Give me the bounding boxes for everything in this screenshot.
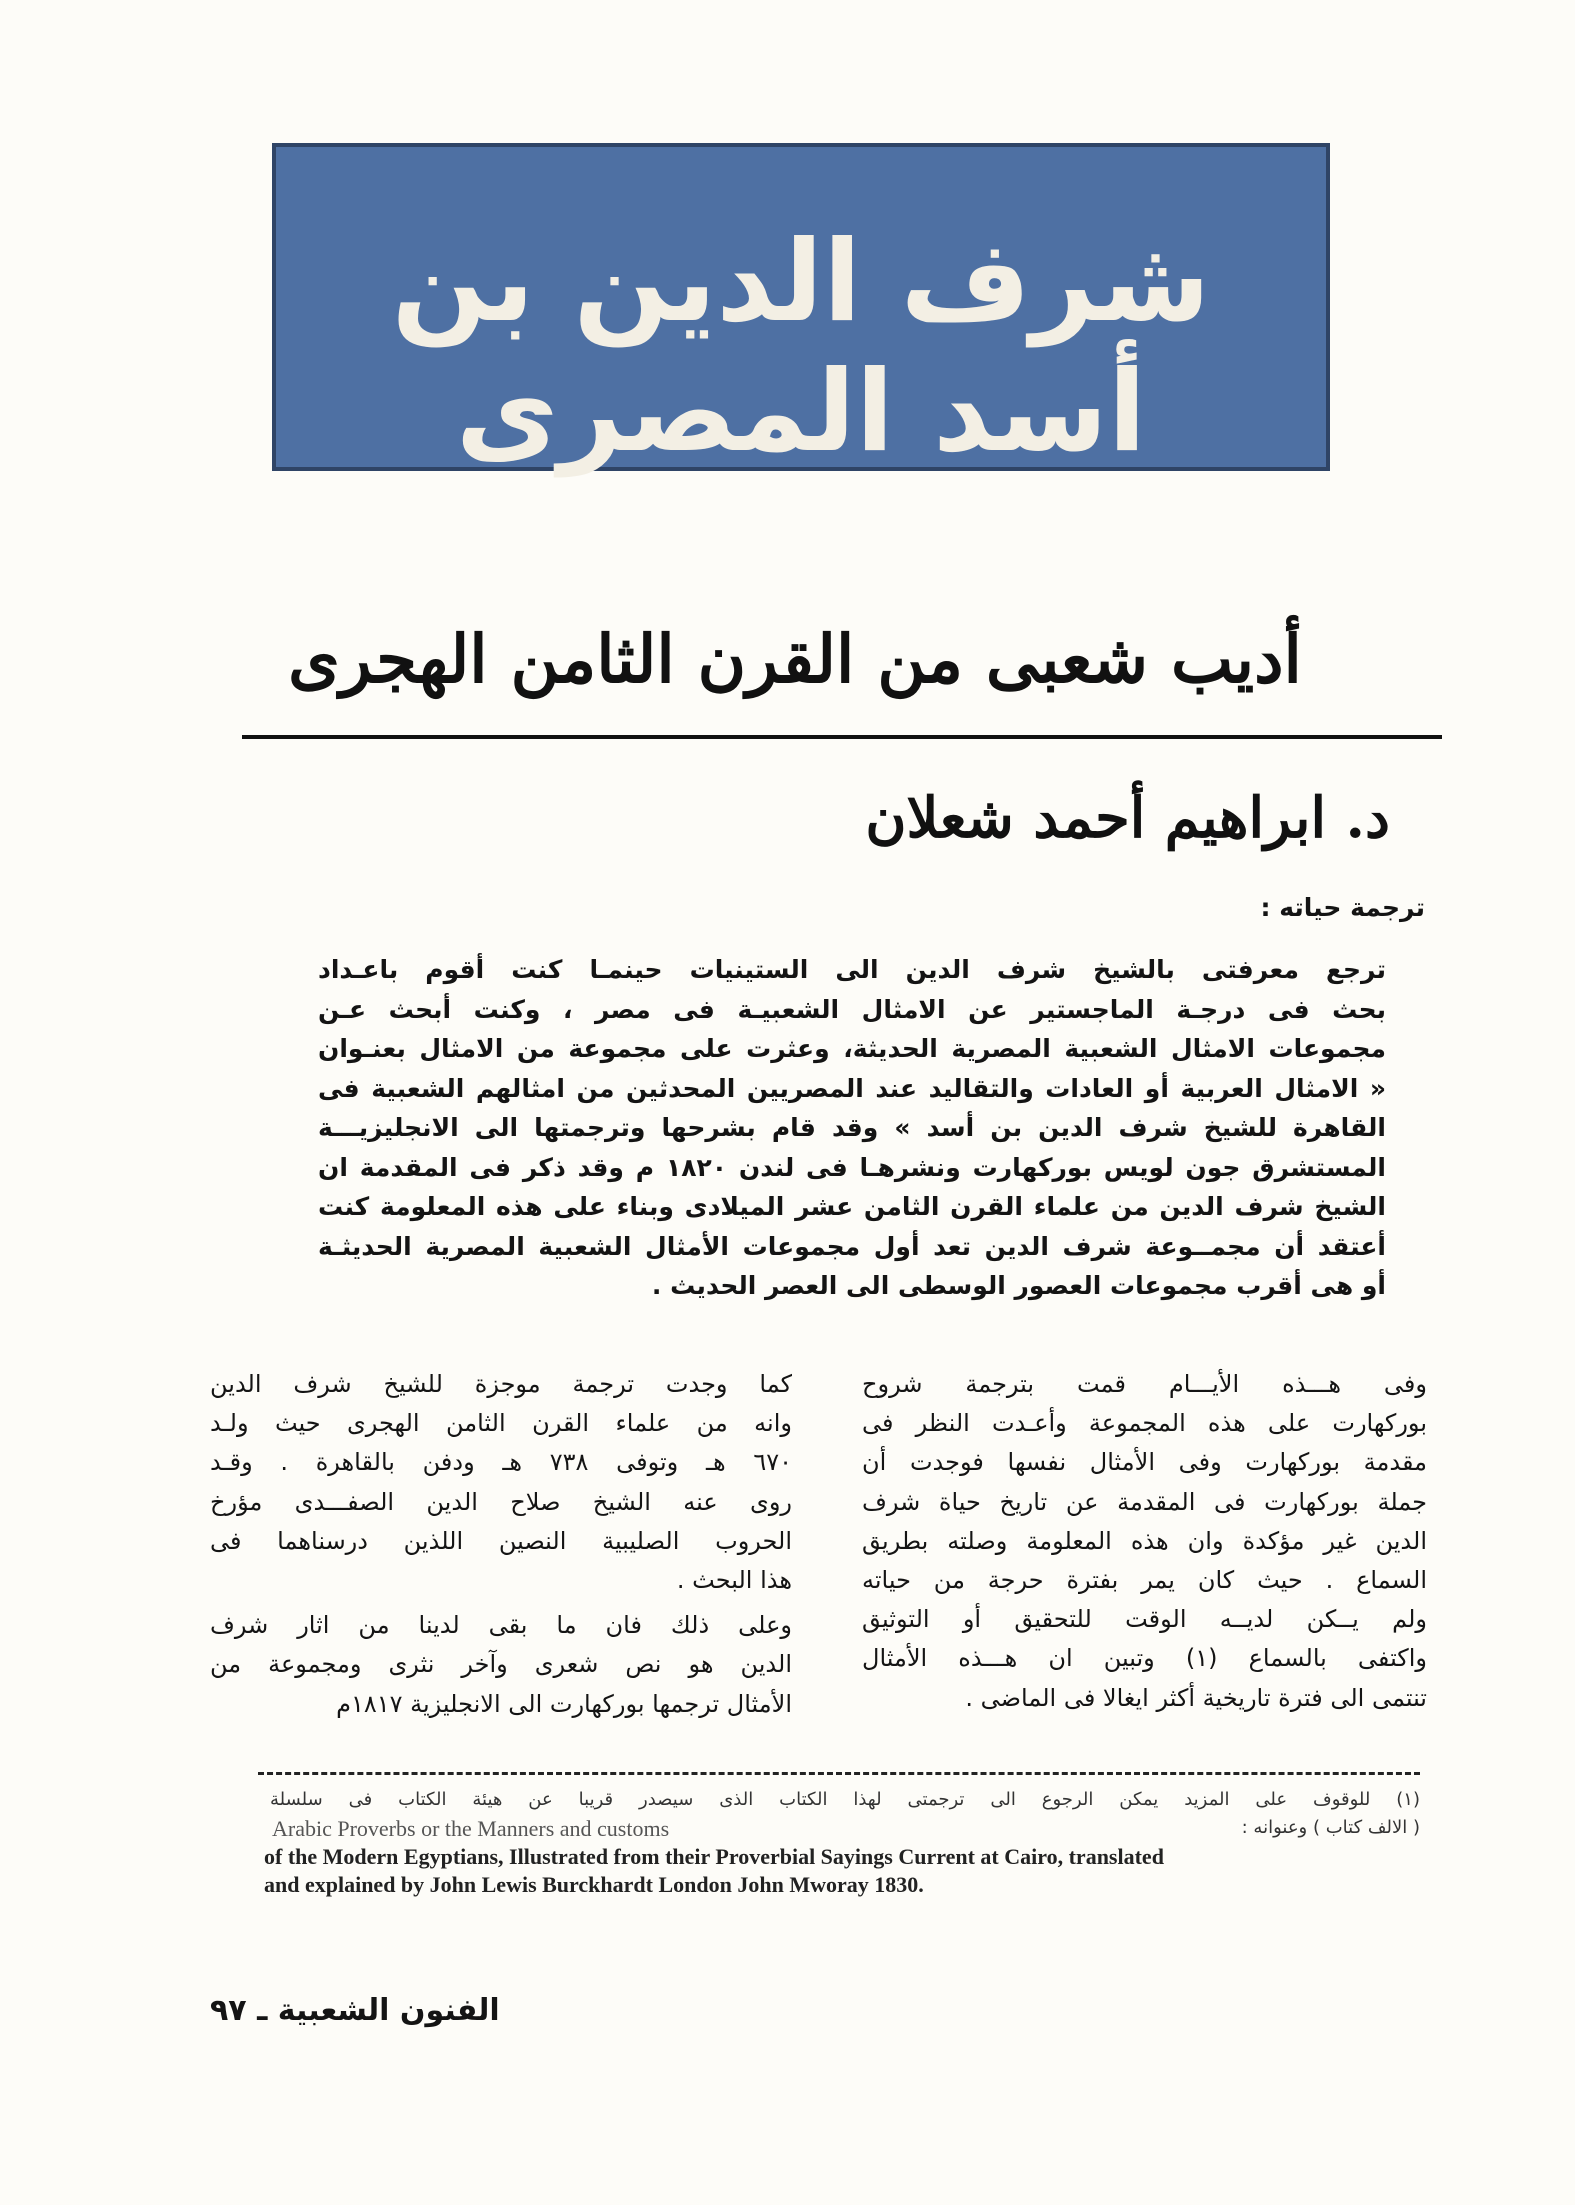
right-column-line: واكتفى بالسماع (١) وتبين ان هـــذه الأمثال	[862, 1644, 1427, 1673]
right-column-line: ولم يــكن لديــه الوقت للتحقيق أو التوثيق	[862, 1605, 1427, 1634]
left-column-line: الدين هو نص شعرى وآخر نثرى ومجموعة من	[210, 1650, 792, 1679]
footnote-divider	[258, 1772, 1420, 1775]
intro-line: ترجع معرفتى بالشيخ شرف الدين الى الستينيات حينمـا كنت أقوم باعـداد	[318, 955, 1386, 984]
footnote-arabic-line: ( الالف كتاب ) وعنوانه :	[1241, 1817, 1420, 1838]
left-column	[210, 1365, 792, 1724]
right-column-line: الدين غير مؤكدة وان هذه المعلومة وصلته بطريق	[862, 1526, 1427, 1555]
left-column-line: الأمثال ترجمها بوركهارت الى الانجليزية ١٨١٧م	[336, 1689, 792, 1718]
left-column-line: ٦٧٠ هـ وتوفى ٧٣٨ هـ ودفن بالقاهرة . وقـد	[210, 1448, 792, 1477]
intro-line: الشيخ شرف الدين من علماء القرن الثامن عشر الميلادى وبناء على هذه المعلومة كنت	[318, 1192, 1386, 1221]
left-column-line: وعلى ذلك فان ما بقى لدينا من اثار شرف	[210, 1611, 792, 1640]
section-heading: ترجمة حياته :	[1260, 893, 1425, 922]
right-column-line: وفى هـــذه الأيـــام قمت بترجمة شروح	[862, 1370, 1427, 1398]
right-column-line: بوركهارت على هذه المجموعة وأعـدت النظر فى	[862, 1409, 1427, 1438]
right-column-line: تنتمى الى فترة تاريخية أكثر ايغالا فى الماضى .	[965, 1683, 1427, 1712]
intro-line: المستشرق جون لويس بوركهارت ونشرهـا فى لندن ١٨٢٠ م وقد ذكر فى المقدمة ان	[318, 1152, 1386, 1182]
footnote-arabic-line: (١) للوقوف على المزيد يمكن الرجوع الى ترجمتى لهذا الكتاب الذى سيصدر قريبا عن هيئة الكتاب فى سلسلة	[270, 1789, 1420, 1810]
right-column-line: جملة بوركهارت فى المقدمة عن تاريخ حياة شرف	[862, 1487, 1427, 1516]
intro-line: « الامثال العربية أو العادات والتقاليد عند المصريين المحدثين من امثالهم الشعبية فى	[318, 1073, 1386, 1103]
left-column-line: الحروب الصليبية النصين اللذين درسناهما فى	[210, 1526, 792, 1555]
left-column-paragraph-2	[210, 1606, 792, 1724]
author-name: د. ابراهيم أحمد شعلان	[865, 785, 1390, 851]
right-column-line: مقدمة بوركهارت وفى الأمثال نفسها فوجدت أن	[862, 1448, 1427, 1477]
left-column-line: وانه من علماء القرن الثامن الهجرى حيث ولـد	[210, 1409, 792, 1438]
intro-line: أو هى أقرب مجموعات العصور الوسطى الى العصر الحديث .	[651, 1271, 1386, 1300]
left-column-paragraph-1	[210, 1365, 792, 1600]
intro-line: مجموعات الامثال الشعبية المصرية الحديثة، وعثرت على مجموعة من الامثال بعنـوان	[318, 1034, 1386, 1063]
left-column-line: روى عنه الشيخ صلاح الدين الصفـــدى مؤرخ	[210, 1487, 792, 1516]
right-column	[862, 1365, 1427, 1718]
footnote-english-line: and explained by John Lewis Burckhardt London John Mworay 1830.	[264, 1872, 924, 1897]
footnote-english-line: of the Modern Egyptians, Illustrated from their Proverbial Sayings Current at Cairo, translated	[264, 1844, 1164, 1869]
left-column-line: كما وجدت ترجمة موجزة للشيخ شرف الدين	[210, 1370, 792, 1398]
article-title: شرف الدين بن أسد المصرى	[391, 217, 1211, 477]
subtitle-divider	[242, 735, 1442, 739]
intro-line: القاهرة للشيخ شرف الدين بن أسد » وقد قام بشرحها وترجمتها الى الانجليزيـــة	[318, 1113, 1386, 1142]
left-column-line: هذا البحث .	[676, 1566, 792, 1595]
intro-line: بحث فى درجـة الماجستير عن الامثال الشعبيـة فى مصر ، وكنت أبحث عـن	[318, 994, 1386, 1024]
intro-line: أعتقد أن مجمــوعة شرف الدين تعد أول مجموعات الأمثال الشعبية المصرية الحديثـة	[318, 1231, 1386, 1261]
footnote-english-line: Arabic Proverbs or the Manners and customs	[272, 1816, 670, 1841]
right-column-line: السماع . حيث كان يمر بفترة حرجة من حياته	[862, 1566, 1427, 1595]
page-footer: الفنون الشعبية ـ ٩٧	[210, 1993, 500, 2028]
title-banner	[272, 143, 1330, 477]
intro-paragraph	[318, 950, 1386, 1306]
article-subtitle: أديب شعبى من القرن الثامن الهجرى	[288, 620, 1302, 698]
footnote-english	[264, 1815, 1409, 1899]
